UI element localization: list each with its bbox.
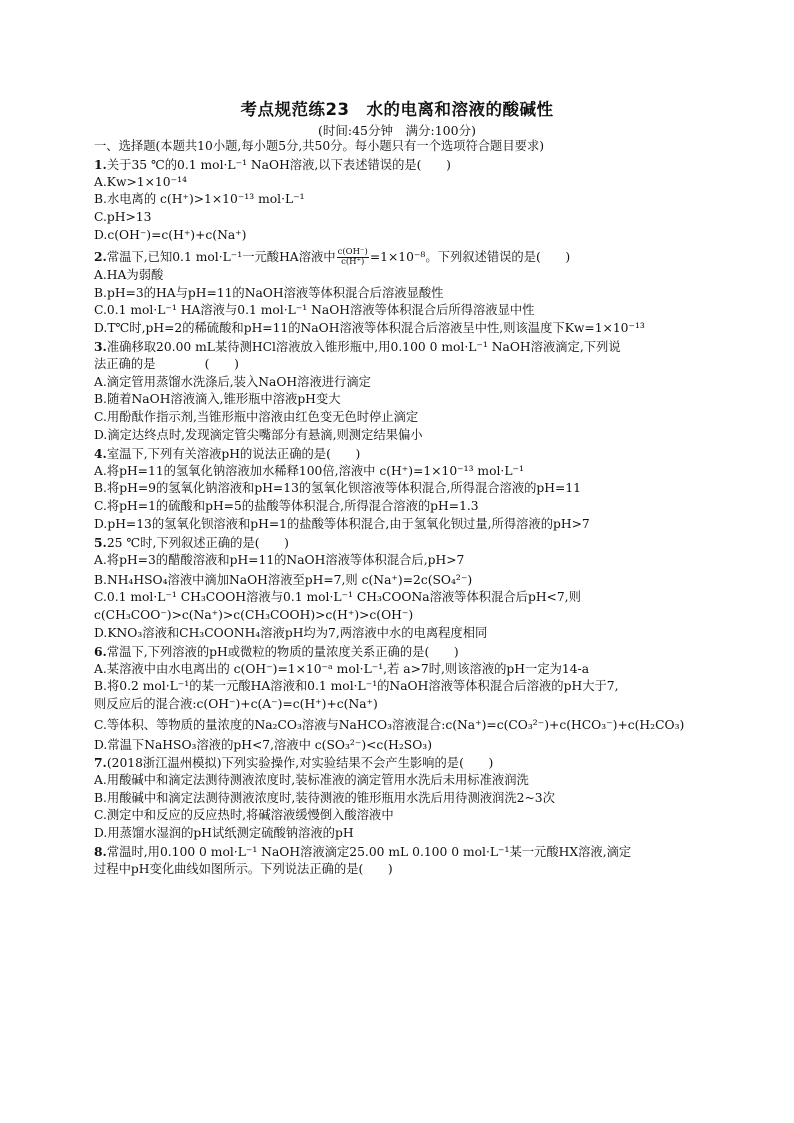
- question-3-stem: [94, 338, 714, 356]
- question-text: 常温下,下列溶液的pH或微粒的物质的量浓度关系正确的是( ): [106, 644, 459, 659]
- option-line: D.c(OH⁻)=c(H⁺)+c(Na⁺): [94, 227, 247, 242]
- question-text: 关于35 ℃的0.1 mol·L⁻¹ NaOH溶液,以下表述错误的是( ): [106, 157, 451, 172]
- question-5-stem: [94, 534, 714, 552]
- question-2-stem: [94, 245, 714, 267]
- question-1-stem: [94, 156, 714, 174]
- option-continuation: 则反应后的混合液:c(OH⁻)+c(A⁻)=c(H⁺)+c(Na⁺): [94, 697, 378, 712]
- option-line: B.随着NaOH溶液滴入,锥形瓶中溶液pH变大: [94, 392, 341, 407]
- question-number: 8.: [94, 843, 107, 859]
- option-continuation: c(CH₃COO⁻)>c(Na⁺)>c(CH₃COOH)>c(H⁺)>c(OH⁻): [94, 608, 414, 623]
- question-text: 准确移取20.00 mL某待测HCl溶液放入锥形瓶中,用0.100 0 mol·L⁻¹ NaOH溶液滴定,下列说: [106, 339, 621, 354]
- fraction-denominator: c(H⁺): [341, 256, 365, 267]
- question-4-stem: [94, 445, 714, 463]
- option-line: D.KNO₃溶液和CH₃COONH₄溶液pH均为7,两溶液中水的电离程度相同: [94, 625, 488, 640]
- option-line: A.将pH=3的醋酸溶液和pH=11的NaOH溶液等体积混合后,pH>7: [94, 552, 465, 567]
- fraction-numerator: c(OH⁻): [337, 246, 368, 257]
- question-number: 7.: [94, 754, 107, 770]
- option-line: B.用酸碱中和滴定法测待测液浓度时,装待测液的锥形瓶用水洗后用待测液润洗2~3次: [94, 790, 555, 805]
- option-line: A.用酸碱中和滴定法测待测液浓度时,装标准液的滴定管用水洗后未用标准液润洗: [94, 772, 529, 787]
- option-line: A.滴定管用蒸馏水洗涤后,装入NaOH溶液进行滴定: [94, 374, 371, 389]
- option-line: B.NH₄HSO₄溶液中滴加NaOH溶液至pH=7,则 c(Na⁺)=2c(SO₄²⁻): [94, 573, 473, 588]
- option-line: B.将pH=9的氢氧化钠溶液和pH=13的氢氧化钡溶液等体积混合,所得混合溶液的pH=11: [94, 481, 581, 496]
- question-text-post: =1×10⁻⁸。下列叙述错误的是( ): [369, 249, 571, 264]
- option-line: C.0.1 mol·L⁻¹ CH₃COOH溶液与0.1 mol·L⁻¹ CH₃COONa溶液等体积混合后pH<7,则: [94, 590, 581, 605]
- option-line: C.等体积、等物质的量浓度的Na₂CO₃溶液与NaHCO₃溶液混合:c(Na⁺)=c(CO₃²⁻)+c(HCO₃⁻)+c(H₂CO₃): [94, 717, 685, 732]
- question-number: 1.: [94, 156, 107, 172]
- question-continuation: 法正确的是 ( ): [94, 356, 239, 371]
- option-line: A.Kw>1×10⁻¹⁴: [94, 174, 187, 189]
- option-line: C.将pH=1的硫酸和pH=5的盐酸等体积混合,所得混合溶液的pH=1.3: [94, 499, 479, 514]
- question-number: 6.: [94, 643, 107, 659]
- option-line: A.将pH=11的氢氧化钠溶液加水稀释100倍,溶液中 c(H⁺)=1×10⁻¹³ mol·L⁻¹: [94, 463, 524, 478]
- section-heading: 一、选择题(本题共10小题,每小题5分,共50分。每小题只有一个选项符合题目要求): [94, 139, 545, 153]
- question-text: (2018浙江温州模拟)下列实验操作,对实验结果不会产生影响的是( ): [106, 755, 494, 770]
- question-number: 4.: [94, 445, 107, 461]
- question-number: 3.: [94, 338, 107, 354]
- question-continuation: 过程中pH变化曲线如图所示。下列说法正确的是( ): [94, 861, 393, 876]
- option-line: C.测定中和反应的反应热时,将碱溶液缓慢倒入酸溶液中: [94, 808, 394, 823]
- option-line: C.0.1 mol·L⁻¹ HA溶液与0.1 mol·L⁻¹ NaOH溶液等体积混合后所得溶液显中性: [94, 303, 535, 318]
- question-number: 5.: [94, 534, 107, 550]
- option-line: B.将0.2 mol·L⁻¹的某一元酸HA溶液和0.1 mol·L⁻¹的NaOH溶液等体积混合后溶液的pH大于7,: [94, 679, 619, 694]
- option-line: B.水电离的 c(H⁺)>1×10⁻¹³ mol·L⁻¹: [94, 192, 305, 207]
- option-line: D.用蒸馏水湿润的pH试纸测定硫酸钠溶液的pH: [94, 826, 354, 841]
- option-line: B.pH=3的HA与pH=11的NaOH溶液等体积混合后溶液显酸性: [94, 285, 444, 300]
- option-line: D.T℃时,pH=2的稀硫酸和pH=11的NaOH溶液等体积混合后溶液呈中性,则该温度下Kw=1×10⁻¹³: [94, 321, 645, 336]
- page-title: 考点规范练23 水的电离和溶液的酸碱性: [240, 100, 554, 119]
- option-line: D.常温下NaHSO₃溶液的pH<7,溶液中 c(SO₃²⁻)<c(H₂SO₃): [94, 737, 433, 752]
- page-subtitle: (时间:45分钟 满分:100分): [318, 123, 476, 138]
- option-line: A.某溶液中由水电离出的 c(OH⁻)=1×10⁻ᵃ mol·L⁻¹,若 a>7时,则该溶液的pH一定为14-a: [94, 661, 590, 676]
- question-text: 室温下,下列有关溶液pH的说法正确的是( ): [106, 446, 361, 461]
- concentration-ratio-fraction: [337, 248, 369, 267]
- option-line: C.pH>13: [94, 210, 152, 225]
- question-text-pre: 常温下,已知0.1 mol·L⁻¹一元酸HA溶液中: [106, 249, 336, 264]
- question-text: 25 ℃时,下列叙述正确的是( ): [106, 535, 289, 550]
- question-6-stem: [94, 643, 714, 661]
- question-8-stem: [94, 843, 714, 861]
- question-7-stem: [94, 754, 714, 772]
- option-line: D.pH=13的氢氧化钡溶液和pH=1的盐酸等体积混合,由于氢氧化钡过量,所得溶液的pH>7: [94, 516, 590, 531]
- option-line: C.用酚酞作指示剂,当锥形瓶中溶液由红色变无色时停止滴定: [94, 410, 419, 425]
- question-number: 2.: [94, 248, 107, 264]
- question-text: 常温时,用0.100 0 mol·L⁻¹ NaOH溶液滴定25.00 mL 0.100 0 mol·L⁻¹某一元酸HX溶液,滴定: [106, 844, 632, 859]
- question-list: [94, 138, 714, 878]
- option-line: A.HA为弱酸: [94, 267, 164, 282]
- option-line: D.滴定达终点时,发现滴定管尖嘴部分有悬滴,则测定结果偏小: [94, 427, 423, 442]
